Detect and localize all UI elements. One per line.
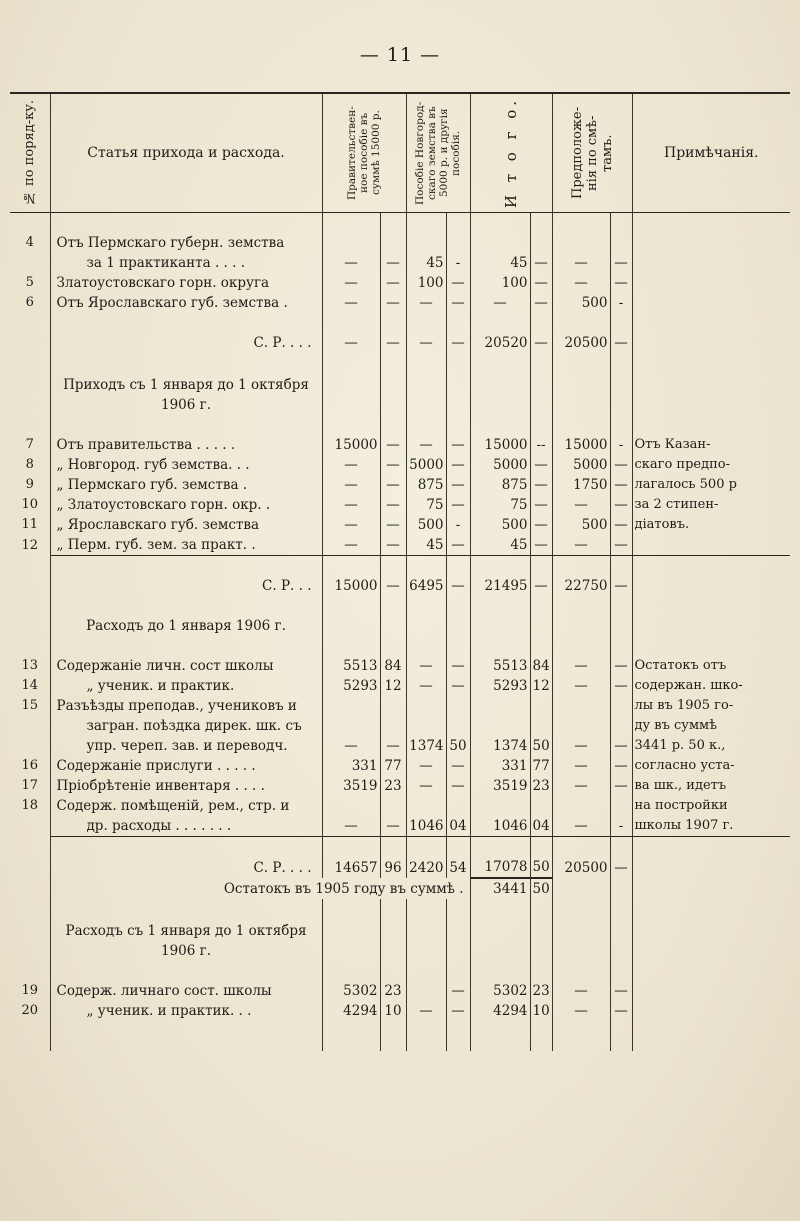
note-text: лагалось 500 р [632,475,790,495]
col-item-header: Статья прихода и расхода. [50,93,322,213]
table-row: 15 Разъѣзды преподав., учениковъ и лы въ 1905 го- [10,696,790,716]
subtotal-row: С. Р. . . . 14657 96 2420 54 17078 50 20500 — [10,857,790,878]
section-heading-row [10,616,790,636]
balance-label: Остатокъ въ 1905 году въ суммѣ . [50,878,470,899]
table-row: 9 „ Пермскаго губ. земства . — — 875 — 875 — 1750 — лагалось 500 р [10,475,790,495]
note-text: скаго предпо- [632,455,790,475]
subtotal-row: С. Р. . . 15000 — 6495 — 21495 — 22750 — [10,576,790,596]
note-text: содержан. шко- [632,676,790,696]
section-heading: Расходъ до 1 января 1906 г. [50,616,322,636]
table-row: 5 Златоустовскаго горн. округа — — 100 — 100 — — — [10,273,790,293]
table-row: 16 Содержаніе прислуги . . . . . 331 77 — — 331 77 — — согласно уста- [10,756,790,776]
table-row: 4 Отъ Пермскаго губерн. земства [10,233,790,253]
note-text: согласно уста- [632,756,790,776]
table-row: 20 „ ученик. и практик. . . 4294 10 — — 4294 10 — — [10,1001,790,1021]
col-gov-header: Правительствен-ное пособіе въ суммѣ 15000 р. [322,93,406,213]
table-row: 19 Содерж. личнаго сост. школы 5302 23 — 5302 23 — — [10,981,790,1001]
balance-row [10,878,790,899]
note-text: на постройки [632,796,790,816]
table-row: 14 „ ученик. и практик. 5293 12 — — 5293 12 — — содержан. шко- [10,676,790,696]
table-row: упр. череп. зав. и переводч. — — 1374 50 1374 50 — — 3441 р. 50 к., [10,736,790,756]
balance-amount: 3441 [470,878,530,899]
section-heading: Расходъ съ 1 января до 1 октября 1906 г. [50,919,322,961]
note-text: ду въ суммѣ [632,716,790,736]
note-text: діатовъ. [632,515,790,535]
note-text: за 2 стипен- [632,495,790,515]
ledger-table [10,92,790,1051]
col-plan-header: Предположе-нія по смѣ-тамъ. [552,93,632,213]
note-text: ва шк., идетъ [632,776,790,796]
section-heading: Приходъ съ 1 января до 1 октября 1906 г. [50,373,322,415]
section-heading-row [10,919,790,961]
col-novg-header: Пособіе Новгород-скаго земства въ 5000 р. и другія пособія. [406,93,470,213]
table-row: 11 „ Ярославскаго губ. земства — — 500 - 500 — 500 — діатовъ. [10,515,790,535]
note-text: лы въ 1905 го- [632,696,790,716]
note-text: Остатокъ отъ [632,656,790,676]
subtotal-row: С. Р. . . . — — — — 20520 — 20500 — [10,333,790,353]
note-text: 3441 р. 50 к., [632,736,790,756]
table-row: 10 „ Златоустовскаго горн. окр. . — — 75 — 75 — — — за 2 стипен- [10,495,790,515]
col-total-header: И т о г о. [470,93,552,213]
table-row: 18 Содерж. помѣщеній, рем., стр. и на постройки [10,796,790,816]
table-row: 13 Содержаніе личн. сост школы 5513 84 — — 5513 84 — — Остатокъ отъ [10,656,790,676]
table-row: за 1 практиканта . . . . — — 45 - 45 — — — [10,253,790,273]
table-row: загран. поѣздка дирек. шк. съ ду въ суммѣ [10,716,790,736]
table-row: 7 Отъ правительства . . . . . 15000 — — — 15000 -- 15000 - Отъ Казан- [10,435,790,455]
page-number: — 11 — [359,44,441,66]
section-heading-row [10,373,790,415]
note-text: Отъ Казан- [632,435,790,455]
table-row: др. расходы . . . . . . . — — 1046 04 1046 04 — - школы 1907 г. [10,816,790,837]
table-row: 17 Пріобрѣтеніе инвентаря . . . . 3519 23 — — 3519 23 — — ва шк., идетъ [10,776,790,796]
note-text: школы 1907 г. [632,816,790,837]
table-row: 8 „ Новгород. губ земства. . . — — 5000 — 5000 — 5000 — скаго предпо- [10,455,790,475]
balance-kopecks: 50 [530,878,552,899]
col-notes-header: Примѣчанія. [632,93,790,213]
table-header [10,93,790,213]
col-number-header: № по поряд-ку. [10,93,50,213]
table-row: 12 „ Перм. губ. зем. за практ. . — — 45 — 45 — — — [10,535,790,556]
table-row: 6 Отъ Ярославскаго губ. земства . — — — — — — 500 - [10,293,790,313]
